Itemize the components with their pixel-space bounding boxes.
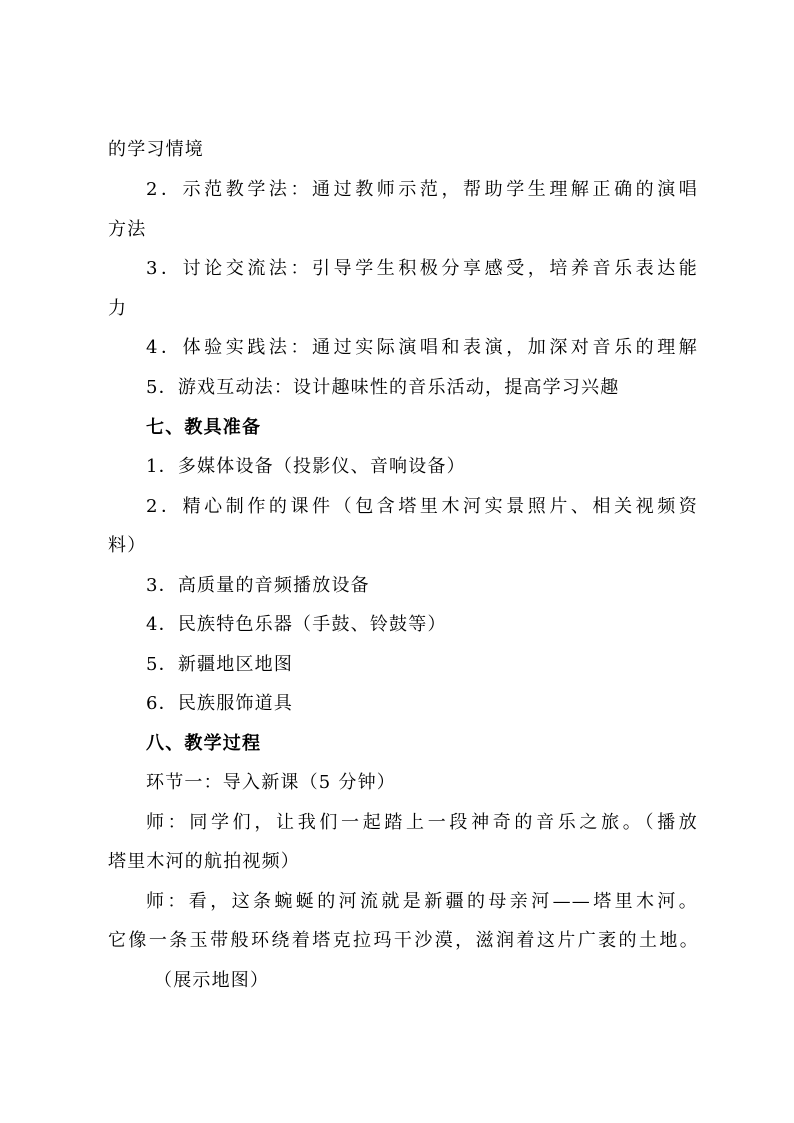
section-heading-teaching-process: 八、教学过程 <box>146 733 262 754</box>
section-heading-teaching-aids: 七、教具准备 <box>146 417 262 438</box>
paragraph-line: 师：看，这条蜿蜒的河流就是新疆的母亲河——塔里木河。 <box>146 891 698 912</box>
paragraph-line: （展示地图） <box>154 970 270 991</box>
list-item-multimedia: 1．多媒体设备（投影仪、音响设备） <box>146 456 466 477</box>
text-line: 方法 <box>108 219 147 240</box>
list-item-practice-method: 4．体验实践法：通过实际演唱和表演，加深对音乐的理解 <box>146 337 698 358</box>
list-item-instruments: 4．民族特色乐器（手鼓、铃鼓等） <box>146 614 447 635</box>
text-line: 的学习情境 <box>108 139 204 160</box>
text-line: 料） <box>108 535 147 556</box>
list-item-costumes: 6．民族服饰道具 <box>146 693 294 714</box>
step-heading: 环节一：导入新课（5 分钟） <box>146 772 396 793</box>
list-item-demonstration-method: 2．示范教学法：通过教师示范，帮助学生理解正确的演唱 <box>146 179 698 200</box>
paragraph-line: 它像一条玉带般环绕着塔克拉玛干沙漠，滋润着这片广袤的土地。 <box>108 930 698 951</box>
list-item-courseware: 2．精心制作的课件（包含塔里木河实景照片、相关视频资 <box>146 496 698 517</box>
list-item-map: 5．新疆地区地图 <box>146 654 294 675</box>
list-item-discussion-method: 3．讨论交流法：引导学生积极分享感受，培养音乐表达能 <box>146 258 698 279</box>
list-item-game-method: 5．游戏互动法：设计趣味性的音乐活动，提高学习兴趣 <box>146 377 620 398</box>
list-item-audio: 3．高质量的音频播放设备 <box>146 575 370 596</box>
paragraph-line: 师：同学们，让我们一起踏上一段神奇的音乐之旅。（播放 <box>146 812 698 833</box>
text-line: 力 <box>108 298 128 319</box>
paragraph-line: 塔里木河的航拍视频） <box>108 851 300 872</box>
